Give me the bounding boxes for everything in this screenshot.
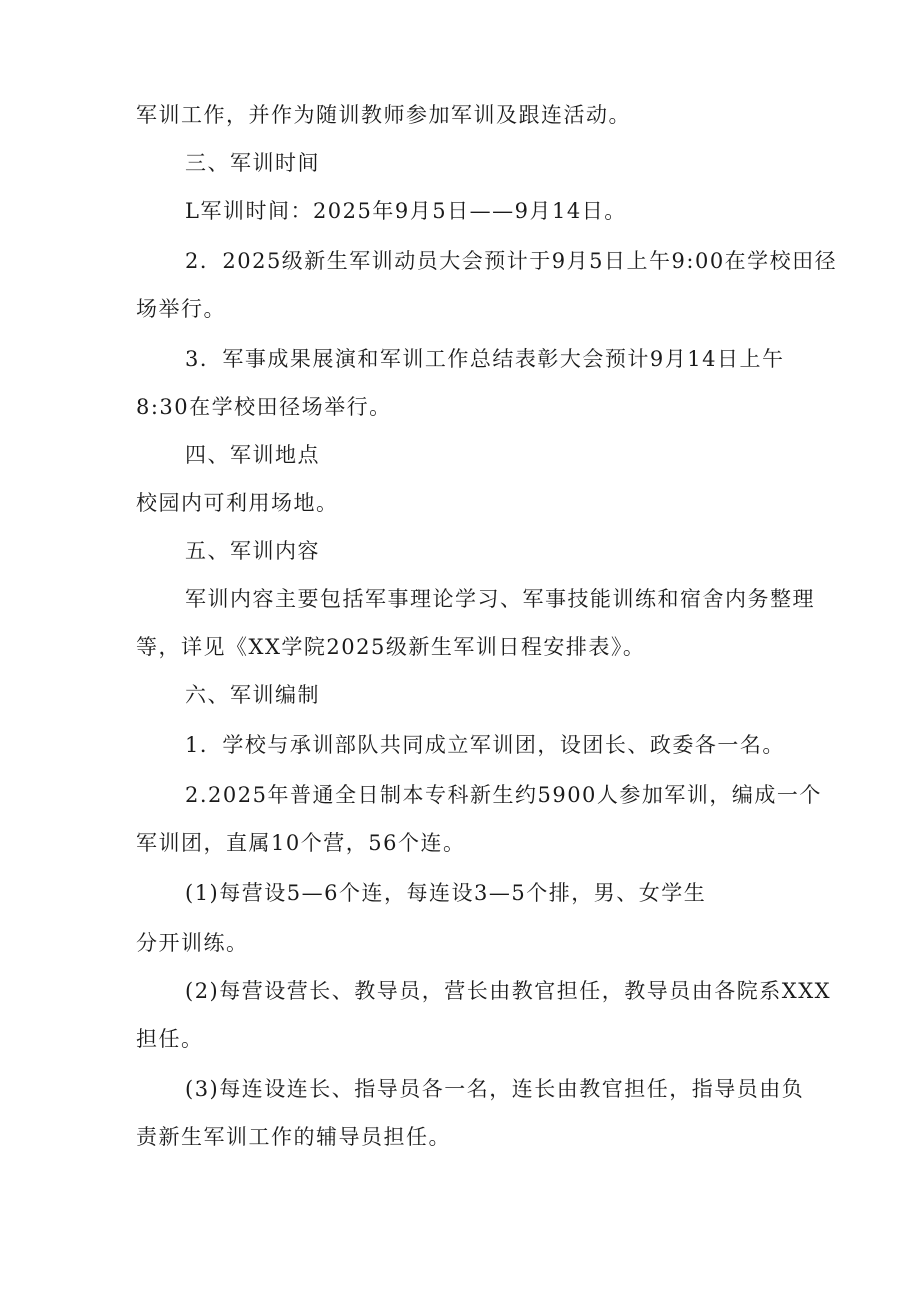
section-heading: 六、军训编制 xyxy=(185,683,320,707)
paragraph-line: 等，详见《XX学院2025级新生军训日程安排表》。 xyxy=(136,635,646,659)
paragraph-line: 军训工作，并作为随训教师参加军训及跟连活动。 xyxy=(136,103,631,127)
paragraph-line: 军训团，直属10个营，56个连。 xyxy=(136,831,466,855)
paragraph-line: (3)每连设连长、指导员各一名，连长由教官担任，指导员由负 xyxy=(185,1077,805,1101)
paragraph-line: 分开训练。 xyxy=(136,931,249,955)
section-heading: 四、军训地点 xyxy=(185,443,320,467)
paragraph-line: L军训时间：2025年9月5日——9月14日。 xyxy=(185,199,627,223)
section-heading: 五、军训内容 xyxy=(185,539,320,563)
paragraph-line: 1．学校与承训部队共同成立军训团，设团长、政委各一名。 xyxy=(185,733,785,757)
paragraph-line: 2．2025级新生军训动员大会预计于9月5日上午9:00在学校田径 xyxy=(185,249,838,273)
paragraph-line: (2)每营设营长、教导员，营长由教官担任，教导员由各院系XXX xyxy=(185,979,832,1003)
paragraph-line: 3．军事成果展演和军训工作总结表彰大会预计9月14日上午 xyxy=(185,347,785,371)
paragraph-line: 担任。 xyxy=(136,1027,204,1051)
paragraph-line: 责新生军训工作的辅导员担任。 xyxy=(136,1125,451,1149)
paragraph-line: (1)每营设5—6个连，每连设3—5个排，男、女学生 xyxy=(185,881,707,905)
paragraph-line: 8:30在学校田径场举行。 xyxy=(136,395,392,419)
paragraph-line: 军训内容主要包括军事理论学习、军事技能训练和宿舍内务整理 xyxy=(185,587,815,611)
paragraph-line: 校园内可利用场地。 xyxy=(136,491,339,515)
paragraph-line: 2.2025年普通全日制本专科新生约5900人参加军训，编成一个 xyxy=(185,783,822,807)
paragraph-line: 场举行。 xyxy=(136,297,226,321)
section-heading: 三、军训时间 xyxy=(185,151,320,175)
